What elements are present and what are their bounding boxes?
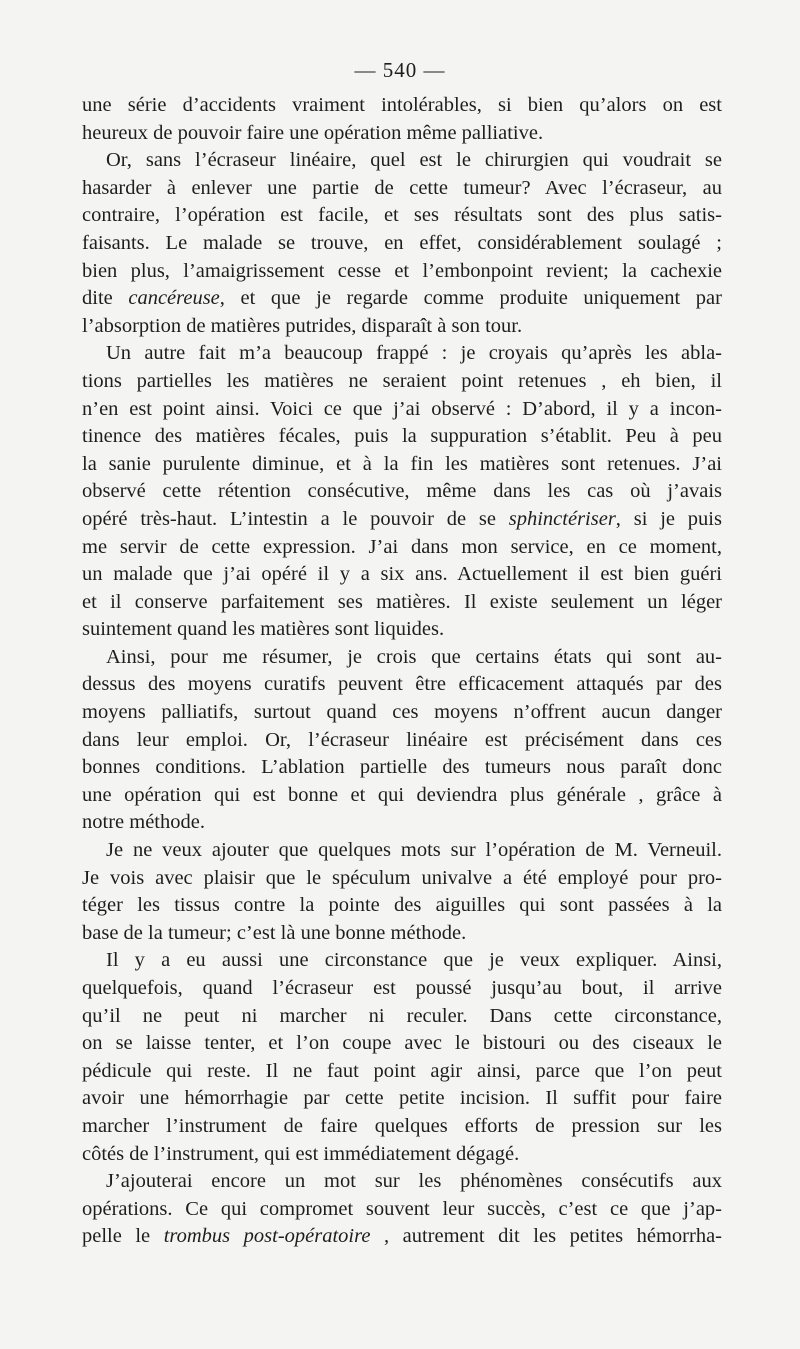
line-text: dessus des moyens curatifs peuvent être efficacement attaqués par des [82, 673, 722, 696]
line-text: l’absorption de matières putrides, disparaît à son tour. [82, 314, 523, 337]
line-text: avoir une hémorrhagie par cette petite incision. Il suffit pour faire [82, 1087, 722, 1110]
line-text: Or, sans l’écraseur linéaire, quel est le chirurgien qui voudrait se [106, 149, 722, 172]
text-line [82, 396, 722, 424]
line-text: moyens palliatifs, surtout quand ces moyens n’offrent aucun danger [82, 701, 722, 724]
italic-term: trombus post-opératoire [163, 1225, 371, 1248]
line-text: marcher l’instrument de faire quelques efforts de pression sur les [82, 1114, 722, 1137]
text-line [82, 147, 722, 175]
line-text: me servir de cette expression. J’ai dans mon service, en ce moment, [82, 535, 722, 558]
text-line [82, 120, 722, 148]
line-text: dite [82, 287, 129, 310]
paragraph [82, 1168, 722, 1251]
line-text: tions partielles les matières ne seraient point retenues , eh bien, il [82, 369, 722, 392]
text-line [82, 589, 722, 617]
line-text: opéré très-haut. L’intestin a le pouvoir de se [82, 507, 509, 530]
line-text: pelle le [82, 1225, 164, 1248]
line-text: la sanie purulente diminue, et à la fin les matières sont retenues. J’ai [82, 452, 722, 475]
text-line [82, 534, 722, 562]
text-line [82, 340, 722, 368]
line-text: Un autre fait m’a beaucoup frappé : je croyais qu’après les abla- [106, 342, 722, 365]
line-text: bonnes conditions. L’ablation partielle des tumeurs nous paraît donc [82, 756, 722, 779]
line-text: on se laisse tenter, et l’on coupe avec le bistouri ou des ciseaux le [82, 1032, 722, 1055]
text-line [82, 782, 722, 810]
paragraph [82, 92, 722, 147]
text-line [82, 258, 722, 286]
line-text: base de la tumeur; c’est là une bonne méthode. [82, 921, 467, 944]
line-text: notre méthode. [82, 811, 205, 834]
text-line [82, 837, 722, 865]
line-text: et il conserve parfaitement ses matières. Il existe seulement un léger [82, 590, 722, 613]
text-line [82, 1168, 722, 1196]
line-text: Je vois avec plaisir que le spéculum univalve a été employé pour pro- [82, 866, 722, 889]
paragraph [82, 644, 722, 837]
text-line [82, 892, 722, 920]
text-line [82, 1196, 722, 1224]
text-line [82, 506, 722, 534]
line-text: Je ne veux ajouter que quelques mots sur l’opération de M. Verneuil. [106, 839, 722, 862]
text-line [82, 1223, 722, 1251]
paragraph [82, 947, 722, 1168]
text-line [82, 975, 722, 1003]
text-line [82, 561, 722, 589]
text-line [82, 1058, 722, 1086]
text-line [82, 478, 722, 506]
line-text: observé cette rétention consécutive, même dans les cas où j’avais [82, 480, 722, 503]
line-text: dans leur emploi. Or, l’écraseur linéaire est précisément dans ces [82, 728, 722, 751]
line-text: suintement quand les matières sont liquides. [82, 618, 445, 641]
line-text: opérations. Ce qui compromet souvent leur succès, c’est ce que j’ap- [82, 1197, 722, 1220]
line-text: quelquefois, quand l’écraseur est poussé jusqu’au bout, il arrive [82, 977, 722, 999]
line-text: , et que je regarde comme produite uniquement par [219, 287, 722, 310]
text-line [82, 175, 722, 203]
text-line [82, 1003, 722, 1031]
italic-term: sphinctériser [508, 507, 616, 530]
text-line [82, 423, 722, 451]
line-text: bien plus, l’amaigrissement cesse et l’embonpoint revient; la cachexie [82, 259, 722, 282]
line-text: une opération qui est bonne et qui deviendra plus générale , grâce à [82, 783, 722, 806]
paragraph [82, 340, 722, 644]
line-text: qu’il ne peut ni marcher ni reculer. Dans cette circonstance, [82, 1004, 722, 1027]
text-line [82, 727, 722, 755]
line-text: , autrement dit les petites hémorrha- [370, 1225, 722, 1248]
line-text: hasarder à enlever une partie de cette tumeur? Avec l’écraseur, au [82, 176, 722, 199]
line-text: heureux de pouvoir faire une opération même palliative. [82, 121, 544, 144]
page-number: — 540 — [354, 58, 446, 82]
line-text: un malade que j’ai opéré il y a six ans. Actuellement il est bien guéri [82, 563, 722, 586]
text-line [82, 920, 722, 948]
line-text: tinence des matières fécales, puis la suppuration s’établit. Peu à peu [82, 425, 722, 448]
line-text: J’ajouterai encore un mot sur les phénomènes consécutifs aux [106, 1170, 722, 1193]
paragraph [82, 147, 722, 340]
line-text: Ainsi, pour me résumer, je crois que certains états qui sont au- [106, 645, 722, 668]
text-line [82, 616, 722, 644]
text-line [82, 202, 722, 230]
line-text: n’en est point ainsi. Voici ce que j’ai observé : D’abord, il y a incon- [82, 397, 722, 420]
line-text: Il y a eu aussi une circonstance que je veux expliquer. Ainsi, [106, 949, 722, 972]
paragraph [82, 837, 722, 947]
text-line [82, 230, 722, 258]
italic-term: cancéreuse [128, 287, 220, 310]
line-text: , si je puis [615, 507, 722, 530]
line-text: contraire, l’opération est facile, et ses résultats sont des plus satis- [82, 204, 722, 227]
body-text [82, 92, 722, 1251]
text-line [82, 699, 722, 727]
text-line [82, 1113, 722, 1141]
text-line [82, 92, 722, 120]
text-line [82, 313, 722, 341]
line-text: une série d’accidents vraiment intolérables, si bien qu’alors on est [82, 94, 722, 116]
text-line [82, 809, 722, 837]
line-text: côtés de l’instrument, qui est immédiatement dégagé. [82, 1142, 520, 1165]
text-line [82, 644, 722, 672]
text-line [82, 1141, 722, 1169]
line-text: faisants. Le malade se trouve, en effet, considérablement soulagé ; [82, 231, 722, 254]
text-line [82, 865, 722, 893]
text-line [82, 1030, 722, 1058]
text-line [82, 285, 722, 313]
text-line [82, 451, 722, 479]
line-text: pédicule qui reste. Il ne faut point agir ainsi, parce que l’on peut [82, 1059, 722, 1082]
line-text: téger les tissus contre la pointe des aiguilles qui sont passées à la [82, 894, 722, 917]
text-line [82, 1085, 722, 1113]
text-line [82, 947, 722, 975]
text-line [82, 368, 722, 396]
text-line [82, 671, 722, 699]
text-line [82, 754, 722, 782]
